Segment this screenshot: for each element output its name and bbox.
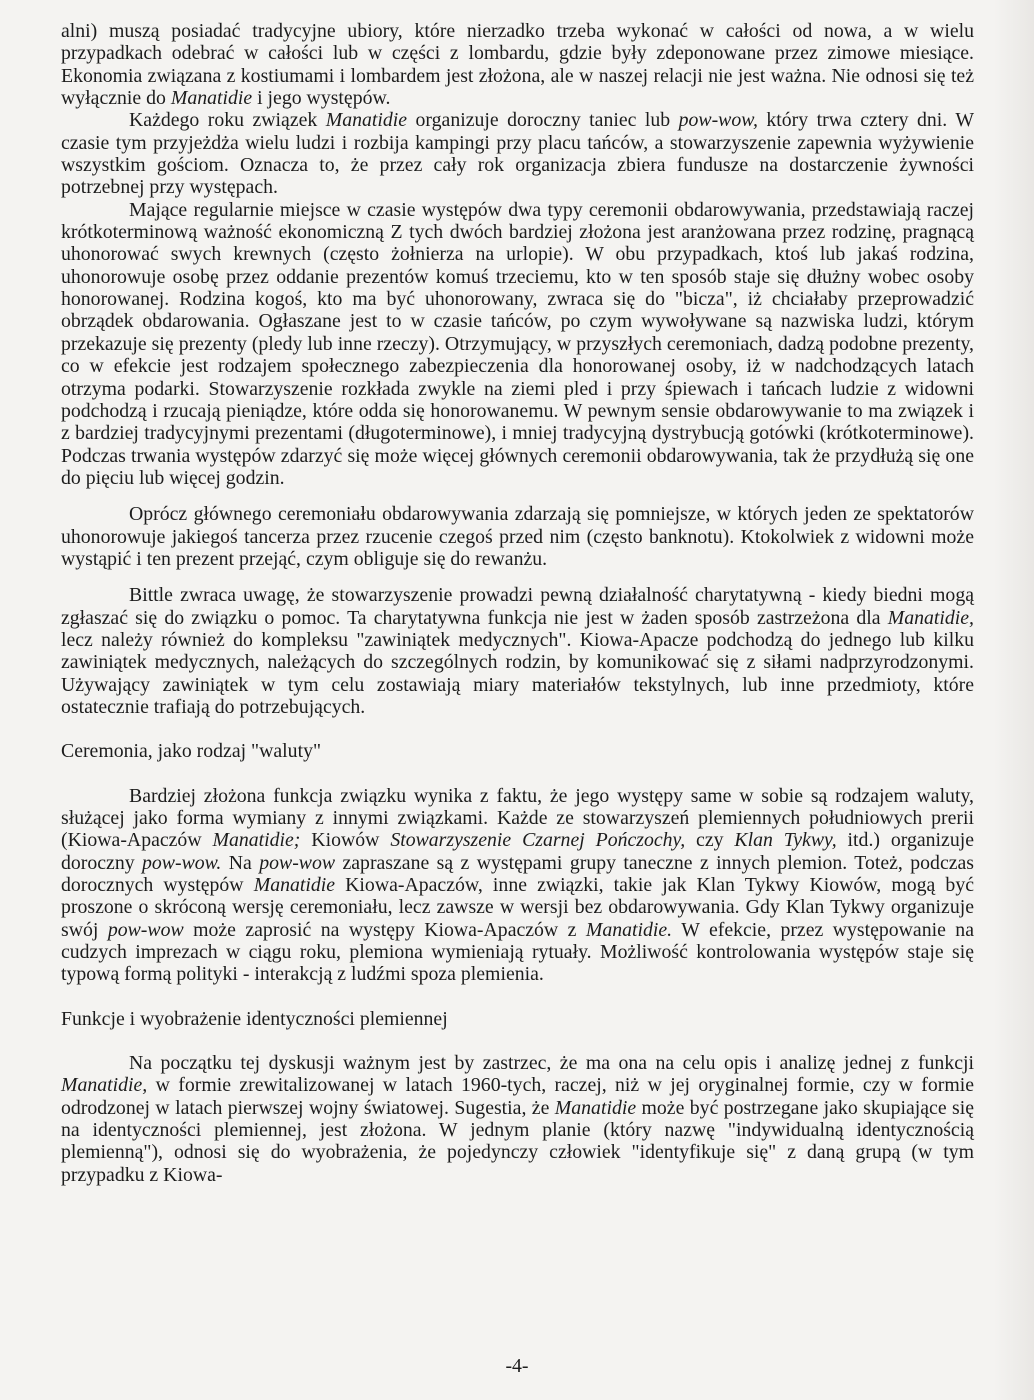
page-edge-shadow xyxy=(994,0,1034,1400)
paragraph-minor-ceremonies: Oprócz głównego ceremoniału obdarowywania zdarzają się pomniejsze, w których jeden ze spektatorów uhonorowuje jakiegoś tancerza przez rzucenie czegoś przed nim (często banknotu). Ktokolwiek z widowni może wystąpić i ten prezent przejąć, czym obliguje się do rewanżu. xyxy=(61,503,974,570)
page-body xyxy=(61,20,974,1186)
paragraph-continuation: alni) muszą posiadać tradycyjne ubiory, które nierzadko trzeba wykonać w całości od nowa, a w wielu przypadkach odebrać w całości lub w części z lombardu, gdzie były zdeponowane przez zimowe miesiące. Ekonomia związana z kostiumami i lombardem jest złożona, ale w naszej relacji nie jest ważna. Nie odnosi się też wyłącznie do Manatidie i jego występów. xyxy=(61,20,974,110)
page-number: -4- xyxy=(505,1355,529,1377)
paragraph-charity: Bittle zwraca uwagę, że stowarzyszenie prowadzi pewną działalność charytatywną - kiedy biedni mogą zgłaszać się do związku o pomoc. Ta charytatywna funkcja nie jest w żaden sposób zastrzeżona dla Manatidie, lecz należy również do kompleksu "zawiniątek medycznych". Kiowa-Apacze podchodzą do jednego lub kilku zawiniątek medycznych, należących do szczególnych rodzin, by komunikować się z siłami nadprzyrodzonymi. Używający zawiniątek w tym celu zostawiają miary materiałów tekstylnych, lub inne przedmioty, które ostatecznie trafiają do potrzebujących. xyxy=(61,584,974,718)
section-heading-currency: Ceremonia, jako rodzaj "waluty" xyxy=(61,740,322,763)
paragraph-annual-dance: Każdego roku związek Manatidie organizuje doroczny taniec lub pow-wow, który trwa cztery dni. W czasie tym przyjeżdża wielu ludzi i rozbija kampingi przy placu tańców, a stowarzyszenie zapewnia wyżywienie wszystkim gościom. Oznacza to, że przez cały rok organizacja zbiera fundusze na dostarczenie żywności potrzebnej przy występach. xyxy=(61,109,975,199)
section-heading-identity: Funkcje i wyobrażenie identyczności plemiennej xyxy=(61,1007,448,1030)
paragraph-gift-ceremonies: Mające regularnie miejsce w czasie występów dwa typy ceremonii obdarowywania, przedstawiają raczej krótkoterminową ważność ekonomiczną Z tych dwóch bardziej złożona jest aranżowana przez rodzinę, pragnącą uhonorować swych krewnych (często żołnierza na urlopie). W obu przypadkach, ktoś lub jakaś rodzina, uhonorowuje osobę przez oddanie prezentów komuś trzeciemu, kto w ten sposób staje się dłużny wobec osoby honorowanej. Rodzina kogoś, kto ma być uhonorowany, zwraca się do "bicza", iż chciałaby przeprowadzić obrządek obdarowania. Ogłaszane jest to w czasie tańców, po czym wywoływane są nazwiska ludzi, którym przekazuje się prezenty (pledy lub inne rzeczy). Otrzymujący, w przyszłych ceremoniach, dadzą podobne prezenty, co w efekcie jest rodzajem społecznego zabezpieczenia dla honorowanej osoby, iż w nadchodzących latach otrzyma podarki. Stowarzyszenie rozkłada zwykle na ziemi pled i przy śpiewach i tańcach ludzie z widowni podchodzą i rzucają pieniądze, które odda się honorowanemu. W pewnym sensie obdarowywanie to ma związek i z bardziej tradycyjnymi prezentami (długoterminowe), i mniej tradycyjną dystrybucją gotówki (krótkoterminowe). Podczas trwania występów zdarzyć się może więcej głównych ceremonii obdarowywania, tak że przydłużą się one do pięciu lub więcej godzin. xyxy=(61,198,974,489)
paragraph-identity: Na początku tej dyskusji ważnym jest by zastrzec, że ma ona na celu opis i analizę jednej z funkcji Manatidie, w formie zrewitalizowanej w latach 1960-tych, raczej, niż w jej oryginalnej formie, czy w formie odrodzonej w latach pierwszej wojny światowej. Sugestia, że Manatidie może być postrzegane jako skupiające się na identyczności plemiennej, jest złożona. W jednym planie (który nazwę "indywidualną identycznością plemienną"), odnosi się do wyobrażenia, że pojedynczy człowiek "identyfikuje się" z daną grupą (w tym przypadku z Kiowa- xyxy=(61,1052,975,1186)
paragraph-currency: Bardziej złożona funkcja związku wynika z faktu, że jego występy same w sobie są rodzajem waluty, służącej jako forma wymiany z innymi związkami. Każde ze stowarzyszeń plemiennych południowych prerii (Kiowa-Apaczów Manatidie; Kiowów Stowarzyszenie Czarnej Pończochy, czy Klan Tykwy, itd.) organizuje doroczny pow-wow. Na pow-wow zapraszane są z występami grupy taneczne z innych plemion. Toteż, podczas dorocznych występów Manatidie Kiowa-Apaczów, inne związki, takie jak Klan Tykwy Kiowów, mogą być proszone o skróconą wersję ceremoniału, lecz zawsze w wersji bez obdarowywania. Gdy Klan Tykwy organizuje swój pow-wow może zaprosić na występy Kiowa-Apaczów z Manatidie. W efekcie, przez występowanie na cudzych imprezach w ciągu roku, plemiona wymieniają rytuały. Możliwość kontrolowania występów staje się typową formą polityki - interakcją z ludźmi spoza plemienia. xyxy=(61,784,974,986)
